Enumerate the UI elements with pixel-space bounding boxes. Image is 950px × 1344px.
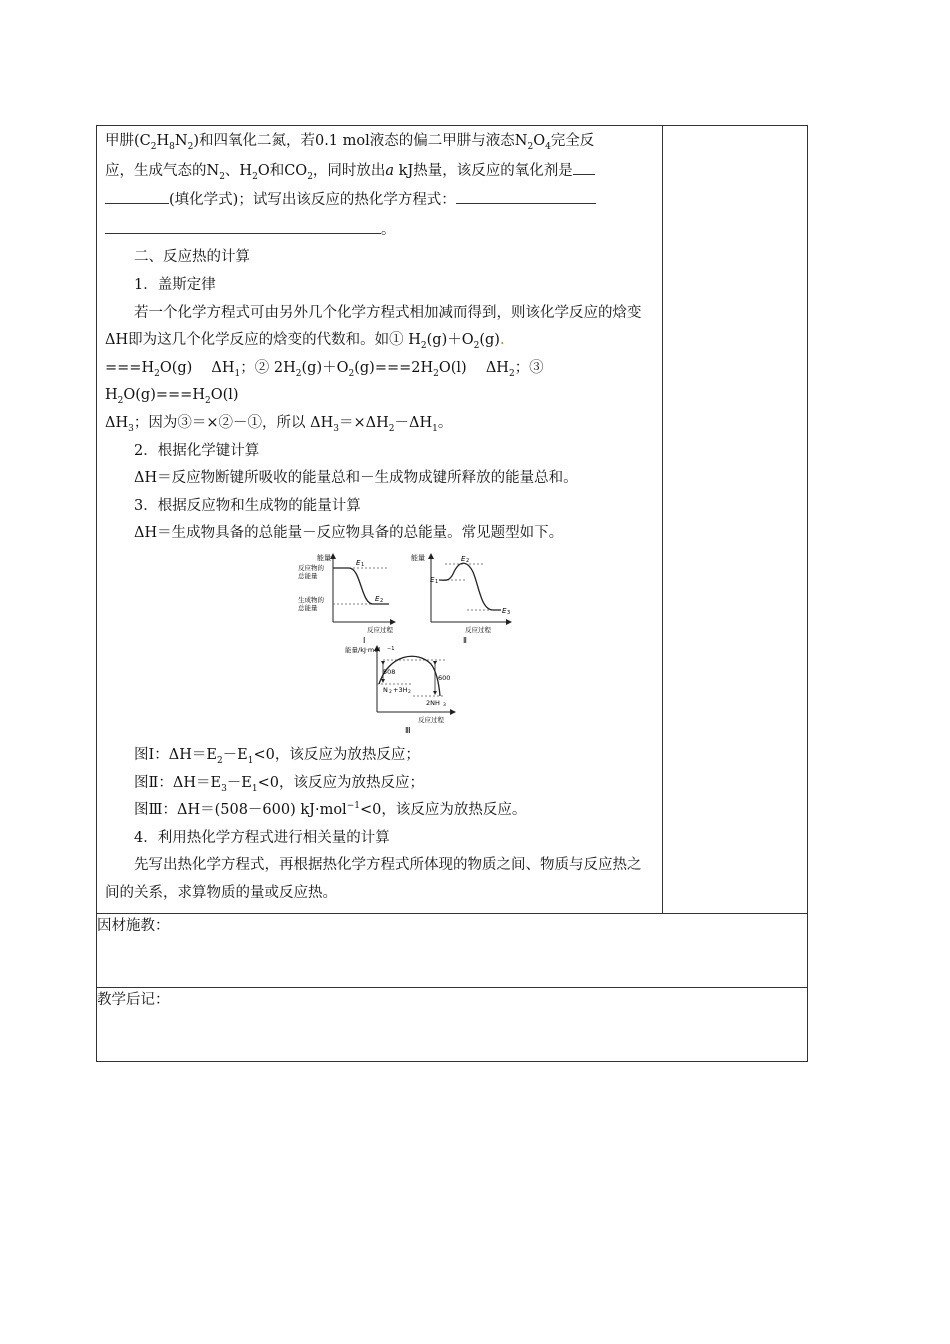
content-body [97,126,662,913]
adapt-teaching-label: 因材施教： [97,918,170,935]
svg-text:508: 508 [383,667,396,676]
fig1-label: Ⅰ [363,635,366,644]
fig1-y-title: 能量 [317,553,331,562]
line-2: 应，生成气态的$N_2$、$H_2O$和$CO_2$，同时放出a kJ热量，该反应的氧化剂是 [105,156,654,186]
blank-oxidizer-a[interactable] [573,156,595,175]
svg-text:E: E [356,558,361,567]
svg-text:E: E [375,594,380,603]
fig2-label: Ⅱ [463,635,467,644]
svg-text:E: E [502,606,507,615]
figure-1 [277,552,397,655]
figure-2 [405,552,515,655]
blank-equation-a[interactable] [456,185,596,204]
subheading-3: 3．根据反应物和生成物的能量计算 [134,497,361,514]
svg-text:E: E [461,554,466,563]
svg-text:反应物的: 反应物的 [298,563,324,572]
subheading-2: 2．根据化学键计算 [134,442,260,459]
svg-text:3: 3 [507,609,511,616]
svg-text:总能量: 总能量 [298,571,318,580]
figure-2-note: 图Ⅱ：$\Delta H=E_3-E_1<0$，该反应为放热反应； [134,774,424,794]
svg-text:3: 3 [443,702,446,708]
fig1-x-title: 反应过程 [367,625,393,634]
subheading-4: 4．利用热化学方程式进行相关量的计算 [134,829,390,846]
hess-law-paragraph: 若一个化学方程式可由另外几个化学方程式相加减而得到，则该化学反应的焓变ΔH即为这几个化学反应的焓变的代数和。如① $H_2(g)+O_2(g)$. $===H_2O(g)$ $\Delta H_1$；② $2H_2(g)+O_2(g)===2H_2O(l)$ $\Delta H_2$；③ $H_2O(g)===H_2O(l)$ $\Delta H_3$；因为③＝×②－①，所以 $\Delta H_3=\times\Delta H_2-\Delta H_1$。 [105,304,642,434]
svg-text:N: N [383,685,388,694]
lesson-table [96,125,808,1062]
section-2-heading: 二、反应热的计算 [134,249,250,266]
line-1: 甲肼$(C_2H_8N_2)$和四氧化二氮，若0.1 mol液态的偏二甲肼与液态$N_2O_4$完全反 [105,133,595,152]
subheading-1: 1．盖斯定律 [134,276,216,293]
svg-text:2: 2 [466,557,470,564]
svg-text:2NH: 2NH [426,698,440,707]
figure-1-note: 图Ⅰ：$\Delta H=E_2-E_1<0$，该反应为放热反应； [134,746,420,766]
line-3: (填化学式)；试写出该反应的热化学方程式： [105,185,654,215]
svg-text:E: E [430,575,435,584]
svg-text:1: 1 [361,561,365,568]
fig2-x-title: 反应过程 [465,625,491,634]
svg-text:600: 600 [438,673,451,682]
svg-text:2: 2 [408,689,411,695]
side-notes-cell [663,126,808,914]
svg-text:+3H: +3H [393,685,408,694]
blank-equation-b[interactable] [105,215,381,234]
bond-energy-paragraph: ΔH＝反应物断键所吸收的能量总和－生成物成键所释放的能量总和。 [134,470,578,487]
figure-3 [313,644,463,745]
svg-text:1: 1 [435,578,439,585]
adapt-teaching-cell [97,914,808,988]
svg-text:2: 2 [380,597,384,604]
fig3-y-title: 能量/kJ·mol [345,645,381,654]
fig3-label: Ⅲ [405,725,411,734]
calculation-paragraph: 先写出热化学方程式，再根据热化学方程式所体现的物质之间、物质与反应热之间的关系，求算物质的量或反应热。 [105,857,642,901]
fig2-y-title: 能量 [411,553,425,562]
blank-oxidizer-b[interactable] [105,185,169,204]
figure-3-note: 图Ⅲ：ΔH＝(508－600) kJ·mol$^{-1}$<0，该反应为放热反应。 [134,801,527,819]
svg-text:−1: −1 [387,645,395,652]
svg-text:总能量: 总能量 [298,603,318,612]
fig3-x-title: 反应过程 [418,715,444,724]
svg-text:2: 2 [389,689,392,695]
energy-paragraph: ΔH＝生成物具备的总能量－反应物具备的总能量。常见题型如下。 [134,525,564,542]
energy-figures [105,550,654,736]
line-4: 。 [105,215,654,245]
teaching-postscript-label: 教学后记： [97,992,170,1009]
teaching-postscript-cell [97,988,808,1062]
main-content-cell [97,126,663,914]
svg-text:生成物的: 生成物的 [298,595,324,604]
